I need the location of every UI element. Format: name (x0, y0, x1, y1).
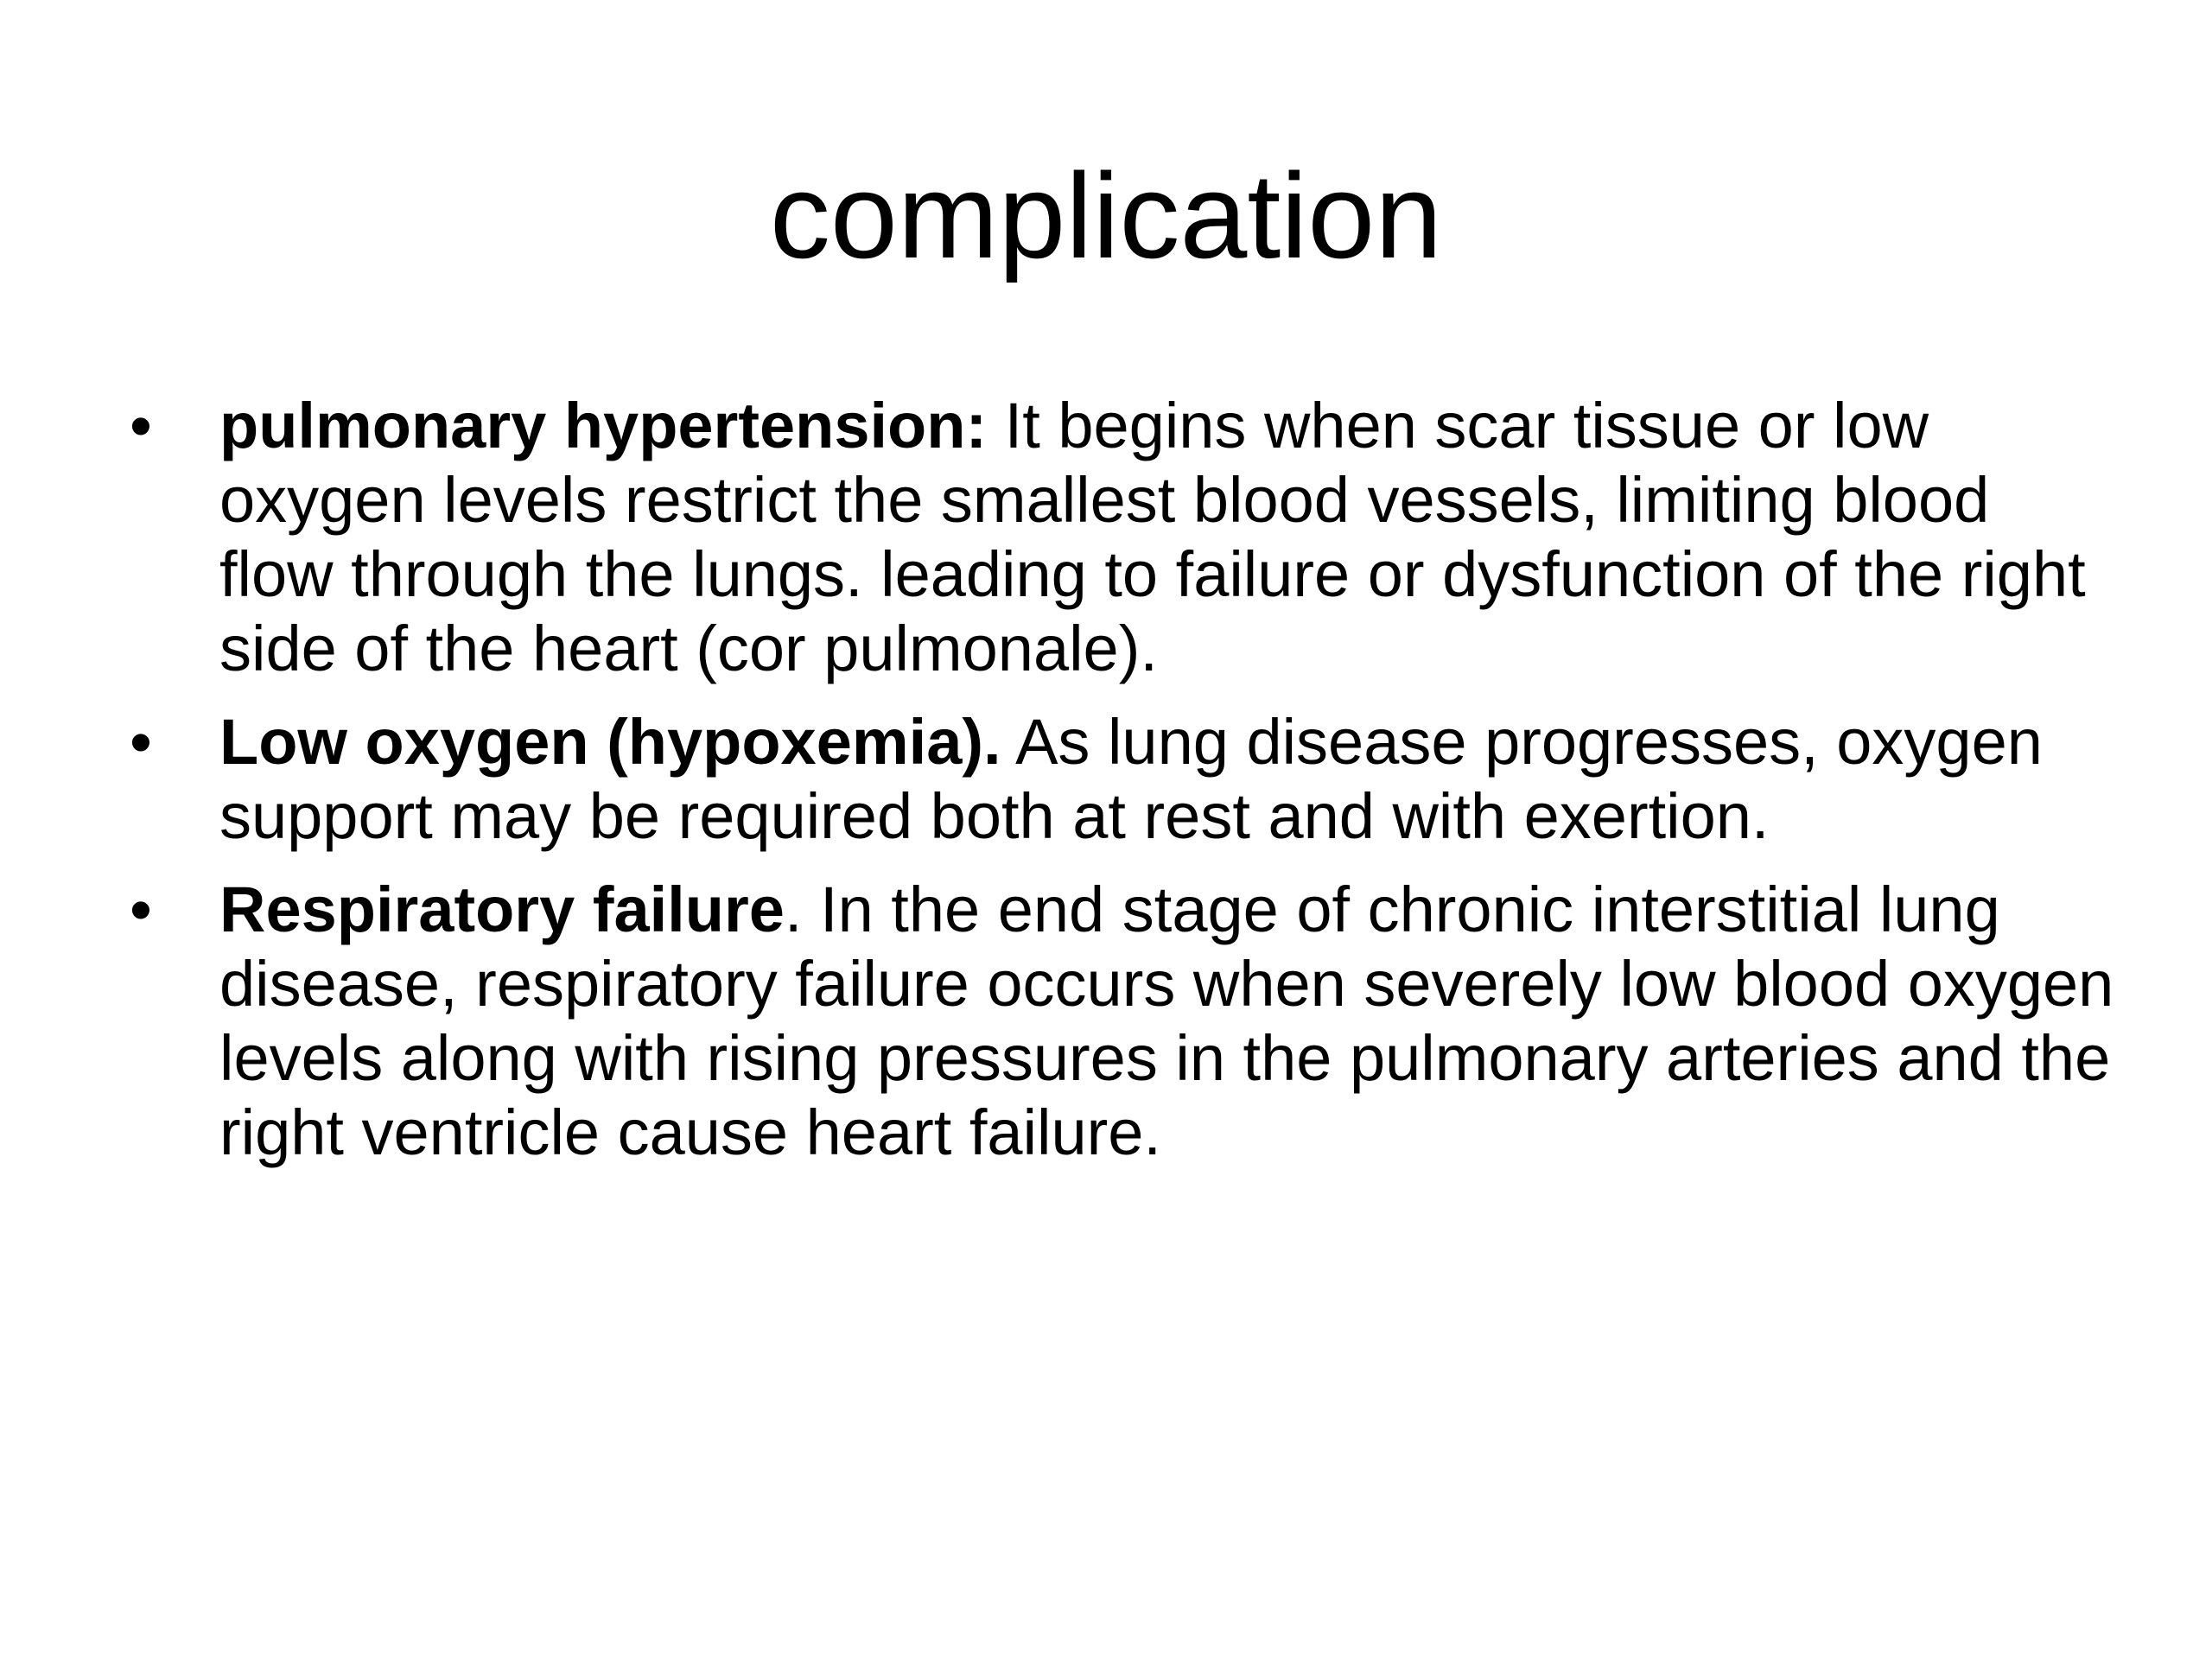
bullet-item-respiratory-failure (130, 873, 2117, 1170)
bullet-list (130, 389, 2117, 1189)
bullet-term: Low oxygen (hypoxemia). (219, 706, 1001, 778)
bullet-icon: • (130, 390, 152, 461)
bullet-term: pulmonary hypertension: (219, 390, 988, 461)
bullet-term: Respiratory failure (219, 874, 785, 945)
bullet-item-pulmonary-hypertension (130, 389, 2117, 686)
bullet-text: . In the end stage of chronic interstitial lung disease, respiratory failure occurs when severely low blood oxygen levels along with rising pressures in the pulmonary arteries and the right ventricle cause heart failure. (219, 874, 2114, 1168)
bullet-text: It begins when scar tissue or low oxygen levels restrict the smallest blood vessels, limiting blood flow through the lungs. leading to failure or dysfunction of the right side of the heart (cor pulmonale). (219, 390, 2086, 684)
bullet-text: As lung disease progresses, oxygen support may be required both at rest and with exertion. (219, 706, 2043, 852)
bullet-icon: • (130, 874, 152, 945)
bullet-item-low-oxygen (130, 705, 2117, 854)
bullet-icon: • (130, 706, 152, 778)
slide-title: complication (769, 148, 1443, 283)
